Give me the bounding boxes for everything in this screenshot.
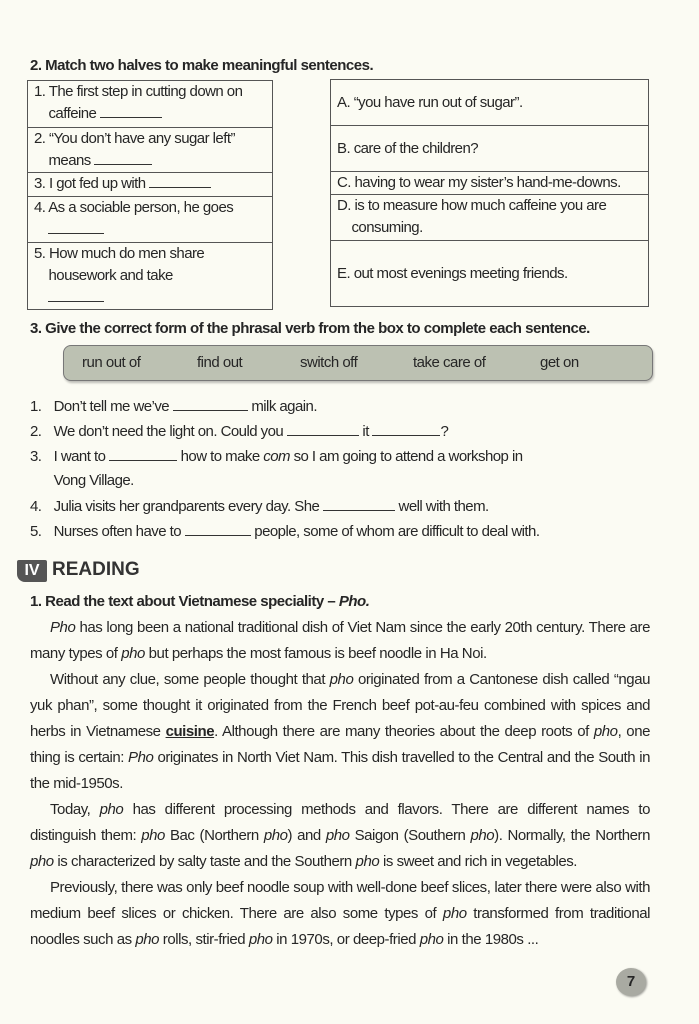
left-item-4: [28, 197, 273, 243]
vocabulary-word: cuisine: [165, 723, 215, 740]
sentence-text: people, some of whom are difficult to deal with.: [254, 523, 540, 540]
left-item-1: [28, 81, 273, 128]
paragraph-2: [30, 667, 650, 797]
paragraph-text: ) and: [287, 827, 326, 844]
sentence-text: well with them.: [398, 498, 489, 515]
right-item-c: C. having to wear my sister’s hand-me-downs.: [331, 172, 649, 195]
answer-blank[interactable]: [100, 104, 162, 118]
reading-heading: [30, 593, 369, 610]
answer-blank[interactable]: [109, 447, 177, 461]
left-item-3: [28, 173, 273, 197]
paragraph-text: pho: [121, 645, 145, 662]
paragraph-text: Today,: [50, 801, 100, 818]
sentence-number: 1.: [30, 398, 42, 415]
paragraph-text: transformed from traditional noodles such as: [30, 905, 650, 948]
box-word: run out of: [82, 354, 141, 371]
paragraph-text: pho: [355, 853, 380, 870]
paragraph-text: pho: [30, 853, 54, 870]
reading-heading-text: Pho.: [338, 593, 370, 610]
sentence-number: 4.: [30, 498, 42, 515]
sentence-text: how to make: [180, 448, 260, 465]
paragraph-text: has different processing methods and flavors. There are different names to distinguish them:: [30, 801, 650, 844]
paragraph-text: is characterized by salty taste and the Southern: [53, 853, 356, 870]
sentence-2: [30, 420, 650, 444]
paragraph-text: but perhaps the most famous is beef noodle in Ha Noi.: [144, 645, 487, 662]
paragraph-text: pho: [593, 723, 618, 740]
answer-blank[interactable]: [185, 522, 251, 536]
answer-blank[interactable]: [48, 220, 104, 234]
sentence-number: 2.: [30, 423, 42, 440]
paragraph-1: [30, 615, 650, 667]
paragraph-text: Bac (Northern: [164, 827, 264, 844]
match-right-table: [330, 79, 649, 307]
left-item-text: caffeine: [48, 105, 97, 122]
paragraph-text: Without any clue, some people thought that: [50, 671, 330, 688]
sentence-text: We don’t need the light on. Could you: [53, 423, 284, 440]
answer-blank[interactable]: [173, 397, 248, 411]
box-word: switch off: [300, 354, 358, 371]
paragraph-text: pho: [263, 827, 288, 844]
answer-blank[interactable]: [94, 151, 152, 165]
left-item-text: 1. The first step in cutting down on: [34, 83, 243, 100]
sentence-text: Vong Village.: [53, 472, 134, 489]
sentence-text: so I am going to attend a workshop in: [293, 448, 523, 465]
sentence-text: Don’t tell me we’ve: [53, 398, 170, 415]
sentence-5: [30, 520, 650, 544]
paragraph-text: pho: [248, 931, 273, 948]
right-item-b: B. care of the children?: [331, 126, 649, 172]
answer-blank[interactable]: [48, 288, 104, 302]
reading-heading-text: 1. Read the text about Vietnamese speciality –: [30, 593, 339, 610]
paragraph-text: Pho: [50, 619, 76, 636]
box-word: take care of: [413, 354, 486, 371]
paragraph-text: in the 1980s ...: [443, 931, 539, 948]
sentence-4: [30, 495, 650, 519]
section-badge: IV: [17, 560, 47, 582]
paragraph-text: originates in North Viet Nam. This dish travelled to the Central and the South in the mid-1950s.: [30, 749, 651, 792]
answer-blank[interactable]: [149, 174, 211, 188]
paragraph-text: pho: [470, 827, 495, 844]
match-left-table: [27, 80, 273, 310]
paragraph-text: originated from a Cantonese dish called “ngau yuk phan”, some thought it originated from the French beef pot-au-feu combined with spices and herbs in Vietnamese: [30, 671, 650, 740]
answer-blank[interactable]: [287, 422, 359, 436]
paragraph-text: in 1970s, or deep-fried: [272, 931, 420, 948]
paragraph-text: rolls, stir-fried: [159, 931, 249, 948]
answer-blank[interactable]: [323, 497, 395, 511]
sentence-text: Julia visits her grandparents every day. She: [53, 498, 320, 515]
sentence-number: 3.: [30, 448, 42, 465]
sentence-number: 5.: [30, 523, 42, 540]
right-item-a: A. “you have run out of sugar”.: [331, 80, 649, 126]
left-item-text: 4. As a sociable person, he goes: [34, 199, 234, 216]
sentence-text: ?: [440, 423, 449, 440]
paragraph-text: , one thing is certain:: [30, 723, 650, 766]
paragraph-text: pho: [325, 827, 350, 844]
sentence-3: [30, 445, 650, 493]
phrasal-verb-box: [63, 345, 653, 381]
right-item-d: [331, 195, 649, 241]
paragraph-text: pho: [419, 931, 444, 948]
paragraph-text: Pho: [128, 749, 154, 766]
left-item-text: 5. How much do men share: [34, 245, 205, 262]
exercise-3-heading: 3. Give the correct form of the phrasal verb from the box to complete each sentence.: [30, 320, 590, 337]
left-item-text: means: [48, 152, 91, 169]
paragraph-text: pho: [135, 931, 160, 948]
paragraph-text: pho: [442, 905, 467, 922]
left-item-2: [28, 128, 273, 173]
left-item-text: 2. “You don’t have any sugar left”: [34, 130, 235, 147]
sentence-1: [30, 395, 650, 419]
right-item-e: E. out most evenings meeting friends.: [331, 241, 649, 307]
paragraph-text: . Although there are many theories about the deep roots of: [214, 723, 594, 740]
paragraph-text: pho: [141, 827, 165, 844]
left-item-5: [28, 243, 273, 310]
paragraph-text: pho: [329, 671, 354, 688]
sentence-text: I want to: [53, 448, 106, 465]
sentence-text: it: [362, 423, 369, 440]
box-word: find out: [197, 354, 243, 371]
right-item-text: consuming.: [351, 219, 423, 236]
box-word: get on: [540, 354, 579, 371]
left-item-text: 3. I got fed up with: [34, 175, 146, 192]
sentence-text: Nurses often have to: [53, 523, 182, 540]
section-title: READING: [52, 559, 140, 580]
page-number: 7: [616, 968, 646, 996]
paragraph-text: pho: [99, 801, 124, 818]
exercise-2-heading: 2. Match two halves to make meaningful sentences.: [30, 57, 374, 74]
paragraph-3: [30, 797, 650, 875]
paragraph-text: Saigon (Southern: [349, 827, 471, 844]
paragraph-4: [30, 875, 650, 953]
paragraph-text: ). Normally, the Northern: [494, 827, 650, 844]
paragraph-text: is sweet and rich in vegetables.: [379, 853, 577, 870]
paragraph-text: Previously, there was only beef noodle soup with well-done beef slices, later there were also with medium beef slices or chicken. There are also some types of: [30, 879, 650, 922]
answer-blank[interactable]: [372, 422, 440, 436]
sentence-text: com: [263, 448, 290, 465]
paragraph-text: has long been a national traditional dish of Viet Nam since the early 20th century. There are many types of: [30, 619, 650, 662]
right-item-text: D. is to measure how much caffeine you are: [337, 197, 607, 214]
left-item-text: housework and take: [48, 267, 173, 284]
sentence-text: milk again.: [251, 398, 317, 415]
